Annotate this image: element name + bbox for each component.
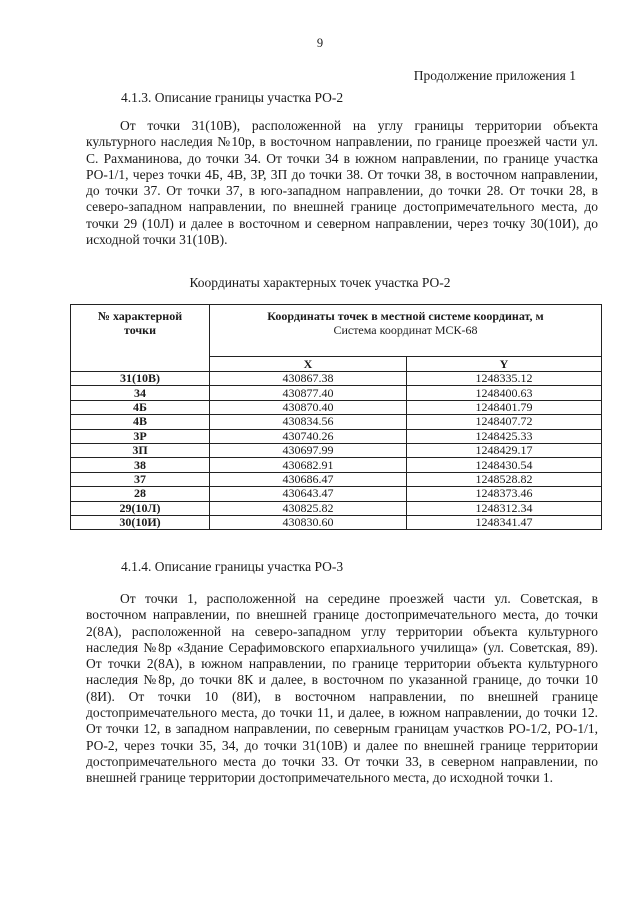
table-row (71, 415, 602, 429)
y-cell: 1248400.63 (407, 386, 602, 400)
y-cell: 1248425.33 (407, 429, 602, 443)
header-point-number (71, 305, 210, 372)
section-heading-ro3: 4.1.4. Описание границы участка РО-3 (121, 559, 344, 574)
point-cell: 3Р (71, 429, 210, 443)
table-row (71, 487, 602, 501)
point-cell: 4В (71, 415, 210, 429)
x-cell: 430867.38 (210, 372, 407, 386)
point-cell: 3П (71, 443, 210, 457)
x-cell: 430686.47 (210, 472, 407, 486)
y-cell: 1248401.79 (407, 400, 602, 414)
point-cell: 4Б (71, 400, 210, 414)
x-cell: 430870.40 (210, 400, 407, 414)
table-row (71, 386, 602, 400)
table-row (71, 472, 602, 486)
point-cell: 28 (71, 487, 210, 501)
point-cell: 30(10И) (71, 515, 210, 529)
table-row (71, 458, 602, 472)
y-cell: 1248407.72 (407, 415, 602, 429)
header-coordinates-title: Координаты точек в местной системе координат, м (267, 309, 544, 323)
y-cell: 1248430.54 (407, 458, 602, 472)
table-row (71, 429, 602, 443)
paragraph-ro3 (86, 591, 598, 787)
y-cell: 1248429.17 (407, 443, 602, 457)
header-x: X (210, 357, 407, 372)
paragraph-ro3-text: От точки 1, расположенной на середине проезжей части ул. Советская, в восточном направлении, по внешней границе достопримечательного места, до точки 2(8А), расположенной на северо-западном углу территории объекта культурного наследия №8р «Здание Серафимовского епархиального училища» (ул. Советская, 89). От точки 2(8А), в южном направлении, по границе территории объекта культурного наследия №8р, до точки 8К и далее, в восточном по указанной границе, до точки 10 (8И). От точки 10 (8И), в восточном направлении, по внешней границе достопримечательного места, до точки 11, и далее, в южном направлении, до точки 12. От точки 12, в западном направлении, по северным границам участков РО-1/2, РО-1/1, РО-2, через точки 35, 34, до точки 31(10В) и далее по внешней границе территории достопримечательного места до точки 33. От точки 33, в северном направлении, по внешней границе территории достопримечательного места, до исходной точки 1. (86, 591, 598, 786)
y-cell: 1248528.82 (407, 472, 602, 486)
page-number: 9 (316, 36, 324, 50)
y-cell: 1248373.46 (407, 487, 602, 501)
coordinates-table-body (71, 372, 602, 530)
table-row (71, 372, 602, 386)
x-cell: 430740.26 (210, 429, 407, 443)
section-heading-ro2: 4.1.3. Описание границы участка РО-2 (121, 90, 344, 105)
x-cell: 430830.60 (210, 515, 407, 529)
header-point-line2: точки (123, 323, 157, 337)
header-y: Y (407, 357, 602, 372)
continuation-note: Продолжение приложения 1 (413, 68, 576, 83)
x-cell: 430825.82 (210, 501, 407, 515)
table-row (71, 443, 602, 457)
x-cell: 430834.56 (210, 415, 407, 429)
point-cell: 38 (71, 458, 210, 472)
table-row (71, 400, 602, 414)
x-cell: 430697.99 (210, 443, 407, 457)
x-cell: 430682.91 (210, 458, 407, 472)
coordinates-table (70, 304, 602, 530)
header-coordinate-system: Система координат МСК-68 (333, 323, 478, 337)
x-cell: 430877.40 (210, 386, 407, 400)
table-row (71, 501, 602, 515)
y-cell: 1248312.34 (407, 501, 602, 515)
header-point-line1: № характерной (97, 309, 183, 323)
point-cell: 31(10В) (71, 372, 210, 386)
point-cell: 29(10Л) (71, 501, 210, 515)
header-coordinates (210, 305, 602, 357)
y-cell: 1248341.47 (407, 515, 602, 529)
table-row (71, 515, 602, 529)
x-cell: 430643.47 (210, 487, 407, 501)
paragraph-ro2-text: От точки 31(10В), расположенной на углу границы территории объекта культурного наследия №10р, в восточном направлении, по границе проезжей части ул. С. Рахманинова, до точки 34. От точки 34 в южном направлении, по границе участка РО-1/1, через точки 4Б, 4В, 3Р, 3П до точки 38. От точки 38, в восточном направлении, до точки 37. От точки 37, в юго-западном направлении, до точки 28. От точки 28, в северо-западном направлении, по внешней границе достопримечательного места, до точки 29 (10Л) и далее в восточном и северном направлении, через точку 30(10И), до исходной точки 31(10В). (86, 118, 598, 248)
point-cell: 34 (71, 386, 210, 400)
y-cell: 1248335.12 (407, 372, 602, 386)
paragraph-ro2 (86, 118, 598, 248)
point-cell: 37 (71, 472, 210, 486)
table-caption: Координаты характерных точек участка РО-2 (189, 275, 451, 290)
